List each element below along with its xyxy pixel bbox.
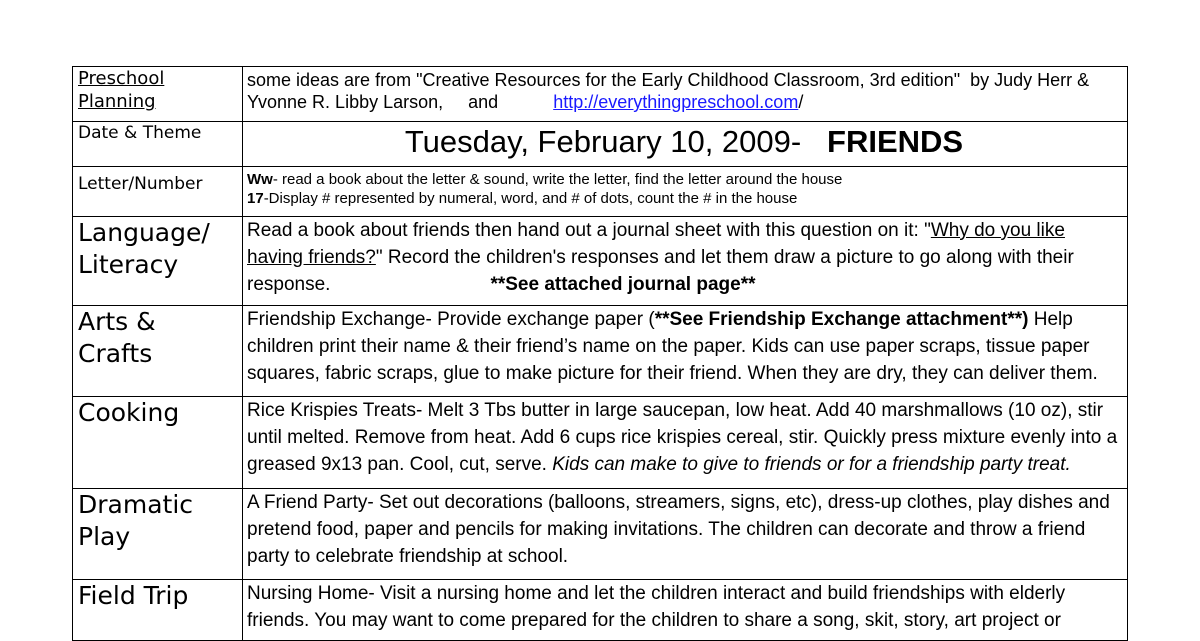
label-cooking: Cooking [73, 397, 243, 489]
number-text: -Display # represented by numeral, word, and # of dots, count the # in the house [263, 190, 798, 207]
row-language-literacy [73, 217, 1128, 306]
journal-question: Why do you like having friends? [247, 220, 1065, 268]
number-bold: 17 [247, 190, 264, 207]
row-field-trip [73, 580, 1128, 641]
date-text: Tuesday, February 10, 2009- [404, 124, 802, 159]
row-cooking [73, 397, 1128, 489]
cooking-text: Rice Krispies Treats- Melt 3 Tbs butter in large saucepan, low heat. Add 40 marshmallows (10 oz), stir until melted. Remove from heat. Add 6 cups rice krispies cereal, stir. Quickly press mixture evenly into a greased 9x13 pan. Cool, cut, serve. [247, 400, 1118, 475]
sources-text: some ideas are from "Creative Resources for the Early Childhood Classroom, 3rd edition" by Judy Herr & Yvonne R. Libby Larson, and [247, 70, 1094, 112]
letter-bold: Ww [247, 171, 273, 188]
field-trip-cell: Nursing Home- Visit a nursing home and let the children interact and build friendships with elderly friends. You may want to come prepared for the children to share a song, skit, story, art project or [243, 580, 1128, 641]
theme-text: FRIENDS [827, 124, 964, 159]
dramatic-cell: A Friend Party- Set out decorations (balloons, streamers, signs, etc), dress-up clothes, play dishes and pretend food, paper and pencils for making invitations. The children can decorate and throw a friend party to celebrate friendship at school. [243, 489, 1128, 580]
arts-attachment-note: **See Friendship Exchange attachment**) [654, 309, 1029, 330]
journal-note: **See attached journal page** [490, 274, 756, 295]
label-line: Literacy [78, 250, 179, 279]
letter-number-cell [243, 167, 1128, 217]
date-theme-title [243, 122, 1128, 167]
link-suffix: / [798, 92, 804, 112]
cooking-cell [243, 397, 1128, 489]
label-arts-crafts [73, 306, 243, 397]
label-dramatic-play [73, 489, 243, 580]
label-language-literacy [73, 217, 243, 306]
sources-cell [243, 67, 1128, 122]
label-line: Planning [78, 91, 156, 112]
cooking-italic-note: Kids can make to give to friends or for a friendship party treat. [552, 454, 1071, 475]
label-field-trip: Field Trip [73, 580, 243, 641]
arts-text: Friendship Exchange- Provide exchange paper ( [247, 309, 655, 330]
label-date-theme: Date & Theme [73, 122, 243, 167]
language-text: Read a book about friends then hand out a journal sheet with this question on it: " [247, 220, 931, 241]
label-preschool-planning [73, 67, 243, 122]
label-line: Preschool [78, 68, 165, 89]
row-dramatic-play [73, 489, 1128, 580]
language-text-2: " Record the children's responses and let them draw a picture to go along with their response. [247, 247, 1074, 295]
row-arts-crafts [73, 306, 1128, 397]
arts-cell [243, 306, 1128, 397]
label-line: Dramatic [78, 490, 194, 519]
label-line: Arts & [78, 307, 156, 336]
lesson-plan-table [72, 66, 1128, 641]
row-date-theme [73, 122, 1128, 167]
letter-text: - read a book about the letter & sound, write the letter, find the letter around the house [272, 171, 843, 188]
label-line: Crafts [78, 339, 153, 368]
row-letter-number [73, 167, 1128, 217]
label-line: Play [78, 522, 131, 551]
language-cell [243, 217, 1128, 306]
everythingpreschool-link[interactable]: http://everythingpreschool.com [553, 92, 799, 112]
row-preschool-planning [73, 67, 1128, 122]
label-line: Language/ [78, 218, 210, 247]
label-letter-number: Letter/Number [73, 167, 243, 217]
arts-text-2: Help children print their name & their friend’s name on the paper. Kids can use paper scraps, tissue paper squares, fabric scraps, glue to make picture for their friend. When they are dry, they can deliver them. [247, 309, 1098, 384]
